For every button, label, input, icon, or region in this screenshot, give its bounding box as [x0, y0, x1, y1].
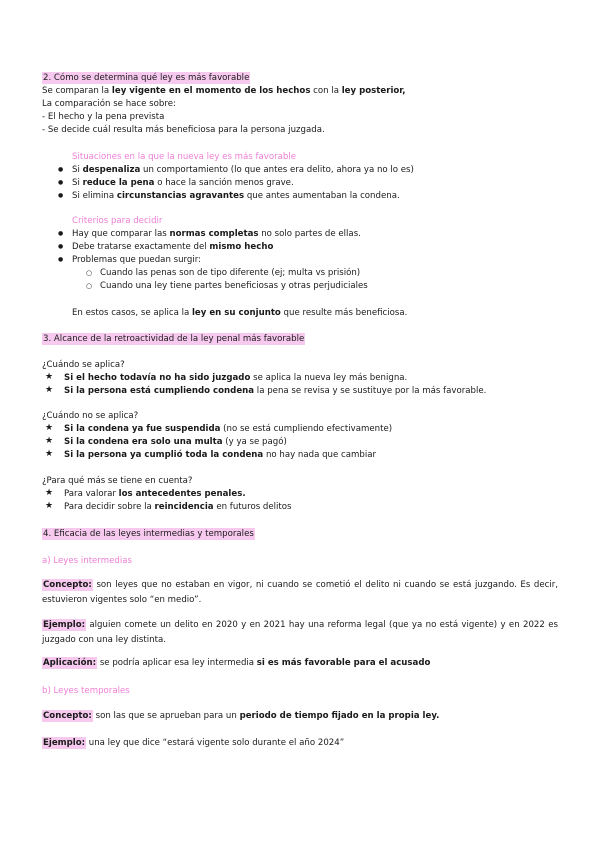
section-2-heading: 2. Cómo se determina qué ley es más favorable	[43, 73, 250, 83]
star-item: ★ Si la persona está cumpliendo condena la pena se revisa y se sustituye por la más favorable.	[64, 385, 486, 397]
star-item: ★ Para valorar los antecedentes penales.	[64, 488, 246, 500]
section-3-heading: 3. Alcance de la retroactividad de la ley penal más favorable	[43, 334, 305, 344]
sub-list-item: ○ Cuando las penas son de tipo diferente (ej; multa vs prisión)	[100, 267, 360, 279]
subheading-situaciones: Situaciones en la que la nueva ley es más favorable	[72, 152, 297, 162]
list-item: ● Si despenaliza un comportamiento (lo que antes era delito, ahora ya no lo es)	[72, 164, 414, 176]
subheading-leyes-intermedias: a) Leyes intermedias	[42, 556, 132, 566]
example-paragraph: Ejemplo: alguien comete un delito en 2020 y en 2021 hay una reforma legal (que ya no está vigente) y en 2022 es juzgado con una ley distinta.	[42, 620, 558, 645]
paragraph-line: En estos casos, se aplica la ley en su conjunto que resulte más beneficiosa.	[72, 308, 408, 318]
paragraph-line: - Se decide cuál resulta más beneficiosa para la persona juzgada.	[42, 125, 325, 135]
star-item: ★ Si la persona ya cumplió toda la condena no hay nada que cambiar	[64, 449, 376, 461]
list-item: ● Si elimina circunstancias agravantes que antes aumentaban la condena.	[72, 190, 400, 202]
section-4-heading: 4. Eficacia de las leyes intermedias y temporales	[43, 529, 254, 539]
star-item: ★ Si el hecho todavía no ha sido juzgado se aplica la nueva ley más benigna.	[64, 372, 407, 384]
question-line: ¿Para qué más se tiene en cuenta?	[42, 476, 193, 486]
question-line: ¿Cuándo se aplica?	[42, 360, 125, 370]
subheading-criterios: Criterios para decidir	[72, 216, 163, 226]
application-paragraph: Aplicación: se podría aplicar esa ley intermedia si es más favorable para el acusado	[43, 658, 431, 668]
concept-paragraph: Concepto: son las que se aprueban para un periodo de tiempo fijado en la propia ley.	[43, 711, 440, 721]
star-item: ★ Para decidir sobre la reincidencia en futuros delitos	[64, 501, 292, 513]
star-item: ★ Si la condena era solo una multa (y ya se pagó)	[64, 436, 287, 448]
list-item: ● Problemas que puedan surgir:	[72, 254, 201, 266]
paragraph-line: - El hecho y la pena prevista	[42, 112, 165, 122]
paragraph-line: Se comparan la ley vigente en el momento de los hechos con la ley posterior,	[42, 86, 406, 96]
example-paragraph: Ejemplo: una ley que dice “estará vigente solo durante el año 2024”	[43, 738, 345, 748]
paragraph-line: La comparación se hace sobre:	[42, 99, 176, 109]
list-item: ● Debe tratarse exactamente del mismo hecho	[72, 241, 273, 253]
concept-paragraph: Concepto: son leyes que no estaban en vigor, ni cuando se cometió el delito ni cuando se está juzgando. Es decir, estuvieron vigentes solo “en medio”.	[42, 580, 558, 605]
subheading-leyes-temporales: b) Leyes temporales	[42, 686, 130, 696]
list-item: ● Si reduce la pena o hace la sanción menos grave.	[72, 177, 294, 189]
question-line: ¿Cuándo no se aplica?	[42, 411, 139, 421]
list-item: ● Hay que comparar las normas completas no solo partes de ellas.	[72, 228, 361, 240]
star-item: ★ Si la condena ya fue suspendida (no se está cumpliendo efectivamente)	[64, 423, 392, 435]
sub-list-item: ○ Cuando una ley tiene partes beneficiosas y otras perjudiciales	[100, 280, 368, 292]
